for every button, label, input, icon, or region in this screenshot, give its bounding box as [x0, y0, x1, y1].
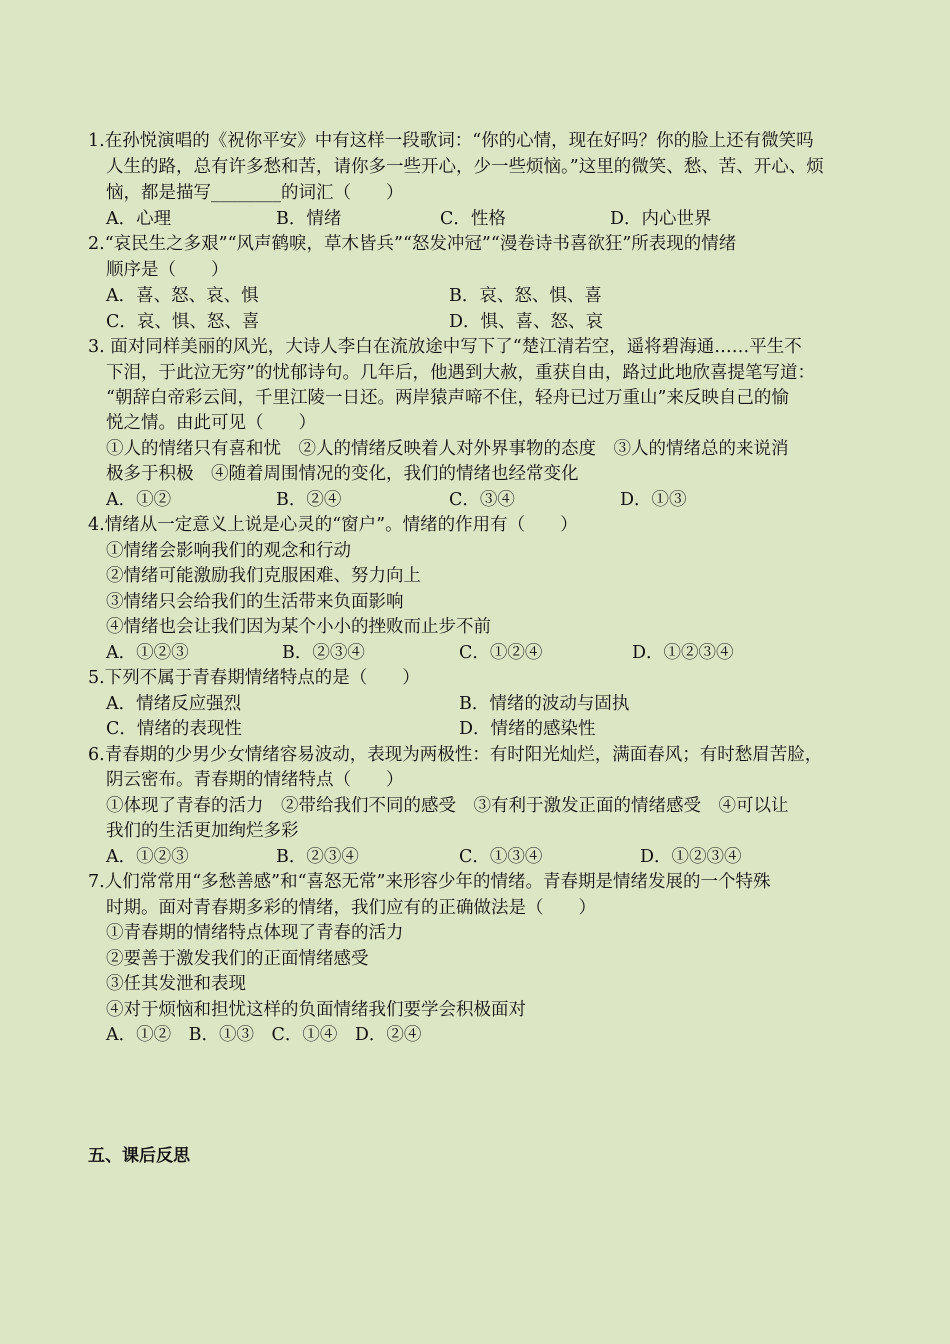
q3-line-3: “朝辞白帝彩云间，千里江陵一日还。两岸猿声啼不住，轻舟已过万重山”来反映自己的愉: [106, 388, 789, 408]
q6-option-b: B．②③④: [276, 847, 359, 867]
q2-line-2: 顺序是（ ）: [106, 260, 229, 280]
q3-statements-1: ①人的情绪只有喜和忧 ②人的情绪反映着人对外界事物的态度 ③人的情绪总的来说消: [106, 439, 789, 459]
q2-option-c: C．哀、惧、怒、喜: [106, 312, 260, 332]
q4-option-d: D．①②③④: [632, 643, 734, 663]
q2-option-d: D．惧、喜、怒、哀: [449, 312, 604, 332]
q1-line-1: 1.在孙悦演唱的《祝你平安》中有这样一段歌词：“你的心情，现在好吗？你的脸上还有微笑吗: [88, 131, 814, 151]
q7-statement-2: ②要善于激发我们的正面情绪感受: [106, 949, 369, 969]
q4-statement-4: ④情绪也会让我们因为某个小小的挫败而止步不前: [106, 617, 491, 637]
q6-option-a: A．①②③: [106, 847, 189, 867]
q4-option-c: C．①②④: [459, 643, 543, 663]
q4-statement-3: ③情绪只会给我们的生活带来负面影响: [106, 592, 404, 612]
section-heading: 五、课后反思: [88, 1146, 190, 1166]
q3-statements-2: 极多于积极 ④随着周围情况的变化，我们的情绪也经常变化: [106, 464, 579, 484]
q7-line-2: 时期。面对青春期多彩的情绪，我们应有的正确做法是（ ）: [106, 898, 596, 918]
q1-option-a: A．心理: [106, 209, 172, 229]
q6-option-c: C．①③④: [459, 847, 543, 867]
q2-option-a: A．喜、怒、哀、惧: [106, 286, 259, 306]
q5-option-a: A．情绪反应强烈: [106, 694, 242, 714]
q2-line-1: 2.“哀民生之多艰”“风声鹤唳，草木皆兵”“怒发冲冠”“漫卷诗书喜欲狂”所表现的情绪: [88, 234, 737, 254]
q3-option-b: B．②④: [276, 490, 342, 510]
q3-option-c: C．③④: [449, 490, 515, 510]
q1-option-c: C．性格: [440, 209, 506, 229]
q4-line-1: 4.情绪从一定意义上说是心灵的“窗户”。情绪的作用有（ ）: [88, 515, 578, 535]
q6-line-1: 6.青春期的少男少女情绪容易波动，表现为两极性：有时阳光灿烂，满面春风；有时愁眉苦脸，: [88, 745, 823, 765]
q4-statement-2: ②情绪可能激励我们克服困难、努力向上: [106, 566, 421, 586]
q5-line-1: 5.下列不属于青春期情绪特点的是（ ）: [88, 668, 420, 688]
q3-option-d: D．①③: [620, 490, 687, 510]
q4-statement-1: ①情绪会影响我们的观念和行动: [106, 541, 351, 561]
q4-option-b: B．②③④: [282, 643, 365, 663]
q7-options: A．①② B．①③ C．①④ D．②④: [106, 1025, 422, 1045]
q1-line-2: 人生的路，总有许多愁和苦，请你多一些开心，少一些烦恼。”这里的微笑、愁、苦、开心、烦: [106, 157, 824, 177]
q5-option-b: B．情绪的波动与固执: [459, 694, 630, 714]
q6-statements-2: 我们的生活更加绚烂多彩: [106, 821, 299, 841]
q1-option-b: B．情绪: [276, 209, 342, 229]
q6-option-d: D．①②③④: [640, 847, 742, 867]
q3-line-1: 3. 面对同样美丽的风光，大诗人李白在流放途中写下了“楚江清若空，遥将碧海通……平生不: [88, 337, 802, 357]
q5-option-c: C．情绪的表现性: [106, 719, 242, 739]
q6-line-2: 阴云密布。青春期的情绪特点（ ）: [106, 770, 404, 790]
q7-line-1: 7.人们常常用“多愁善感”和“喜怒无常”来形容少年的情绪。青春期是情绪发展的一个特殊: [88, 872, 771, 892]
q6-statements-1: ①体现了青春的活力 ②带给我们不同的感受 ③有利于激发正面的情绪感受 ④可以让: [106, 796, 789, 816]
q2-option-b: B．哀、怒、惧、喜: [449, 286, 602, 306]
q1-line-3: 恼，都是描写________的词汇（ ）: [106, 183, 404, 203]
q4-option-a: A．①②③: [106, 643, 189, 663]
q1-option-d: D．内心世界: [610, 209, 712, 229]
q7-statement-4: ④对于烦恼和担忧这样的负面情绪我们要学会积极面对: [106, 1000, 526, 1020]
q3-line-4: 悦之情。由此可见（ ）: [106, 413, 316, 433]
q3-line-2: 下泪，于此泣无穷”的忧郁诗句。几年后，他遇到大赦，重获自由，路过此地欣喜提笔写道：: [106, 363, 815, 383]
q5-option-d: D．情绪的感染性: [459, 719, 596, 739]
q7-statement-3: ③任其发泄和表现: [106, 974, 246, 994]
q3-option-a: A．①②: [106, 490, 172, 510]
q7-statement-1: ①青春期的情绪特点体现了青春的活力: [106, 923, 404, 943]
